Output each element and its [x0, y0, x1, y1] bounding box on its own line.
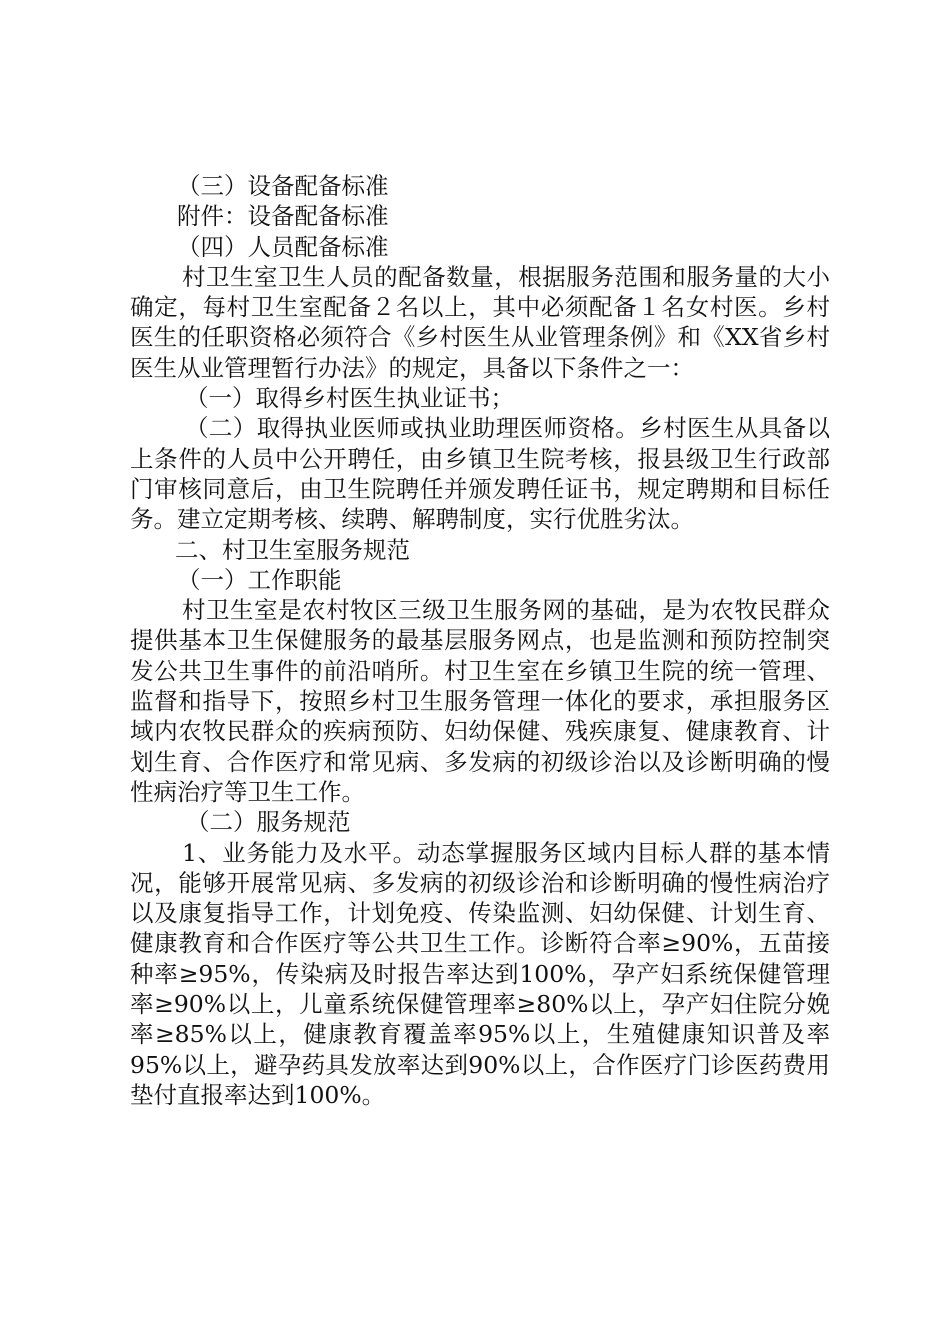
heading-personnel-standard: （四）人员配备标准	[177, 232, 389, 261]
heading-service-norms: （二）服务规范	[186, 808, 351, 837]
section-heading-service-norms: 二、村卫生室服务规范	[175, 535, 410, 564]
paragraph-ability-level: 1、业务能力及水平。动态掌握服务区域内目标人群的基本情况，能够开展常见病、多发病的初级诊治和诊断明确的慢性病治疗以及康复指导工作，计划免疫、传染监测、妇幼保健、计划生育、健康教育和合作医疗等公共卫生工作。诊断符合率≥90%，五苗接种率≥95%，传染病及时报告率达到100%，孕产妇系统保健管理率≥90%以上，儿童系统保健管理率≥80%以上，孕产妇住院分娩率≥85%以上，健康教育覆盖率95%以上，生殖健康知识普及率95%以上，避孕药具发放率达到90%以上，合作医疗门诊医药费用垫付直报率达到100%。	[130, 838, 830, 1109]
condition-two: （二）取得执业医师或执业助理医师资格。乡村医生从具备以上条件的人员中公开聘任，由乡镇卫生院考核，报县级卫生行政部门审核同意后，由卫生院聘任并颁发聘任证书，规定聘期和目标任务。建立定期考核、续聘、解聘制度，实行优胜劣汰。	[130, 414, 830, 534]
heading-work-function: （一）工作职能	[177, 565, 342, 594]
attachment-note: 附件：设备配备标准	[177, 202, 389, 231]
heading-equipment-standard: （三）设备配备标准	[177, 172, 389, 200]
document-body	[130, 171, 830, 1110]
paragraph-personnel: 村卫生室卫生人员的配备数量，根据服务范围和服务量的大小确定，每村卫生室配备２名以上，其中必须配备１名女村医。乡村医生的任职资格必须符合《乡村医生从业管理条例》和《XX省乡村医生从业管理暂行办法》的规定，具备以下条件之一：	[130, 262, 830, 382]
condition-one: （一）取得乡村医生执业证书；	[185, 384, 514, 413]
paragraph-work-function: 村卫生室是农村牧区三级卫生服务网的基础，是为农牧民群众提供基本卫生保健服务的最基层服务网点，也是监测和预防控制突发公共卫生事件的前沿哨所。村卫生室在乡镇卫生院的统一管理、监督和指导下，按照乡村卫生服务管理一体化的要求，承担服务区域内农牧民群众的疾病预防、妇幼保健、残疾康复、健康教育、计划生育、合作医疗和常见病、多发病的初级诊治以及诊断明确的慢性病治疗等卫生工作。	[130, 596, 830, 806]
